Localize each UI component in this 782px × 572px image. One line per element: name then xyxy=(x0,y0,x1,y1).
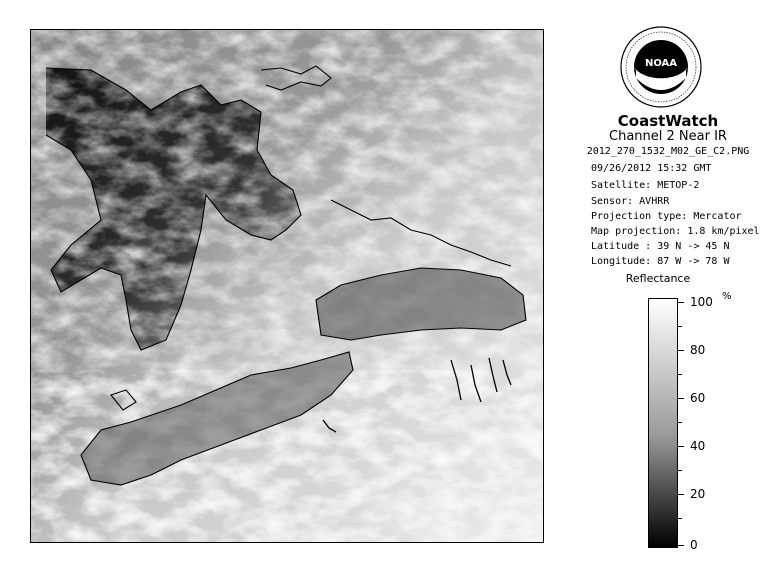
tick-label-60: 60 xyxy=(690,391,706,405)
tick-label-20: 20 xyxy=(690,487,706,501)
projection-type-label: Projection type: Mercator xyxy=(591,211,742,222)
unit-label: % xyxy=(722,291,732,302)
colorbar-tick xyxy=(678,494,684,495)
map-projection-label: Map projection: 1.8 km/pixel xyxy=(591,226,760,237)
colorbar-tick xyxy=(678,470,682,471)
tick-label-40: 40 xyxy=(690,439,706,453)
colorbar-tick xyxy=(678,398,684,399)
logo-text: NOAA xyxy=(644,58,678,69)
latitude-label: Latitude : 39 N -> 45 N xyxy=(591,241,730,252)
colorbar-tick xyxy=(678,422,682,423)
colorbar-tick xyxy=(678,518,682,519)
channel-label: Channel 2 Near IR xyxy=(609,129,727,144)
tick-label-100: 100 xyxy=(690,295,713,309)
tick-label-80: 80 xyxy=(690,343,706,357)
colorbar-tick xyxy=(678,446,684,447)
tick-label-0: 0 xyxy=(690,538,698,552)
satellite-map xyxy=(30,29,544,543)
reflectance-colorbar xyxy=(648,298,678,548)
colorbar-tick xyxy=(678,326,682,327)
colorbar-tick xyxy=(678,350,684,351)
colorbar-tick xyxy=(678,374,682,375)
noaa-logo-icon xyxy=(620,26,702,108)
reflectance-title: Reflectance xyxy=(625,272,691,285)
filename-label: 2012_270_1532_M02_GE_C2.PNG xyxy=(586,146,750,157)
colorbar-tick xyxy=(678,545,684,546)
colorbar-tick xyxy=(678,302,684,303)
satellite-image xyxy=(31,30,544,543)
longitude-label: Longitude: 87 W -> 78 W xyxy=(591,256,730,267)
satellite-label: Satellite: METOP-2 xyxy=(591,180,700,191)
datetime-label: 09/26/2012 15:32 GMT xyxy=(591,163,712,174)
sensor-label: Sensor: AVHRR xyxy=(591,196,670,207)
brand-title: CoastWatch xyxy=(617,112,719,130)
